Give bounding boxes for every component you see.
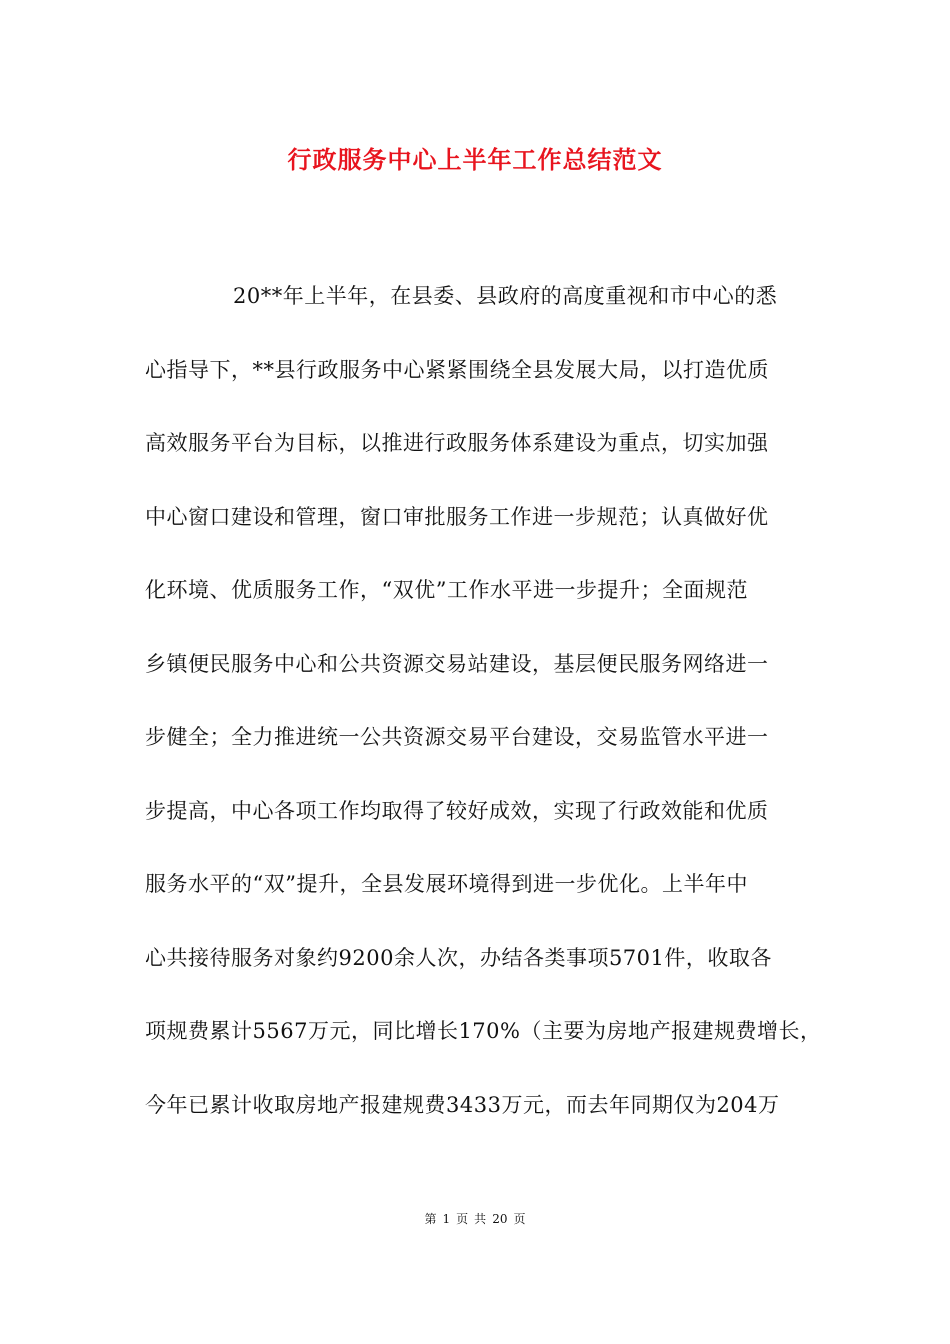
paragraph-line: 今年已累计收取房地产报建规费3433万元，而去年同期仅为204万 bbox=[145, 1092, 780, 1117]
paragraph-line: 乡镇便民服务中心和公共资源交易站建设，基层便民服务网络进一 bbox=[145, 651, 769, 676]
total-pages-number: 20 bbox=[492, 1212, 508, 1226]
paragraph-line: 化环境、优质服务工作，“双优”工作水平进一步提升；全面规范 bbox=[145, 578, 748, 602]
paragraph-line: 步健全；全力推进统一公共资源交易平台建设，交易监管水平进一 bbox=[145, 725, 769, 749]
paragraph-line: 服务水平的“双”提升，全县发展环境得到进一步优化。上半年中 bbox=[145, 872, 748, 896]
page-number-footer bbox=[0, 1210, 950, 1227]
paragraph-line: 心指导下，**县行政服务中心紧紧围绕全县发展大局，以打造优质 bbox=[145, 357, 769, 382]
paragraph-line: 20**年上半年，在县委、县政府的高度重视和市中心的悉 bbox=[233, 284, 778, 308]
paragraph-line: 项规费累计5567万元，同比增长170%（主要为房地产报建规费增长， bbox=[145, 1019, 822, 1043]
paragraph-line: 高效服务平台为目标，以推进行政服务体系建设为重点，切实加强 bbox=[145, 431, 769, 455]
paragraph-line: 心共接待服务对象约9200余人次，办结各类事项5701件，收取各 bbox=[145, 945, 772, 970]
document-title: 行政服务中心上半年工作总结范文 bbox=[287, 145, 663, 174]
paragraph-line: 步提高，中心各项工作均取得了较好成效，实现了行政效能和优质 bbox=[145, 798, 769, 823]
document-body bbox=[145, 278, 825, 1160]
current-page-number: 1 bbox=[442, 1212, 451, 1226]
footer-total-prefix: 共 bbox=[474, 1212, 487, 1226]
footer-suffix: 页 bbox=[513, 1212, 526, 1226]
footer-page-word: 页 bbox=[456, 1212, 469, 1226]
paragraph-line: 中心窗口建设和管理，窗口审批服务工作进一步规范；认真做好优 bbox=[145, 504, 769, 529]
footer-prefix: 第 bbox=[424, 1212, 437, 1226]
